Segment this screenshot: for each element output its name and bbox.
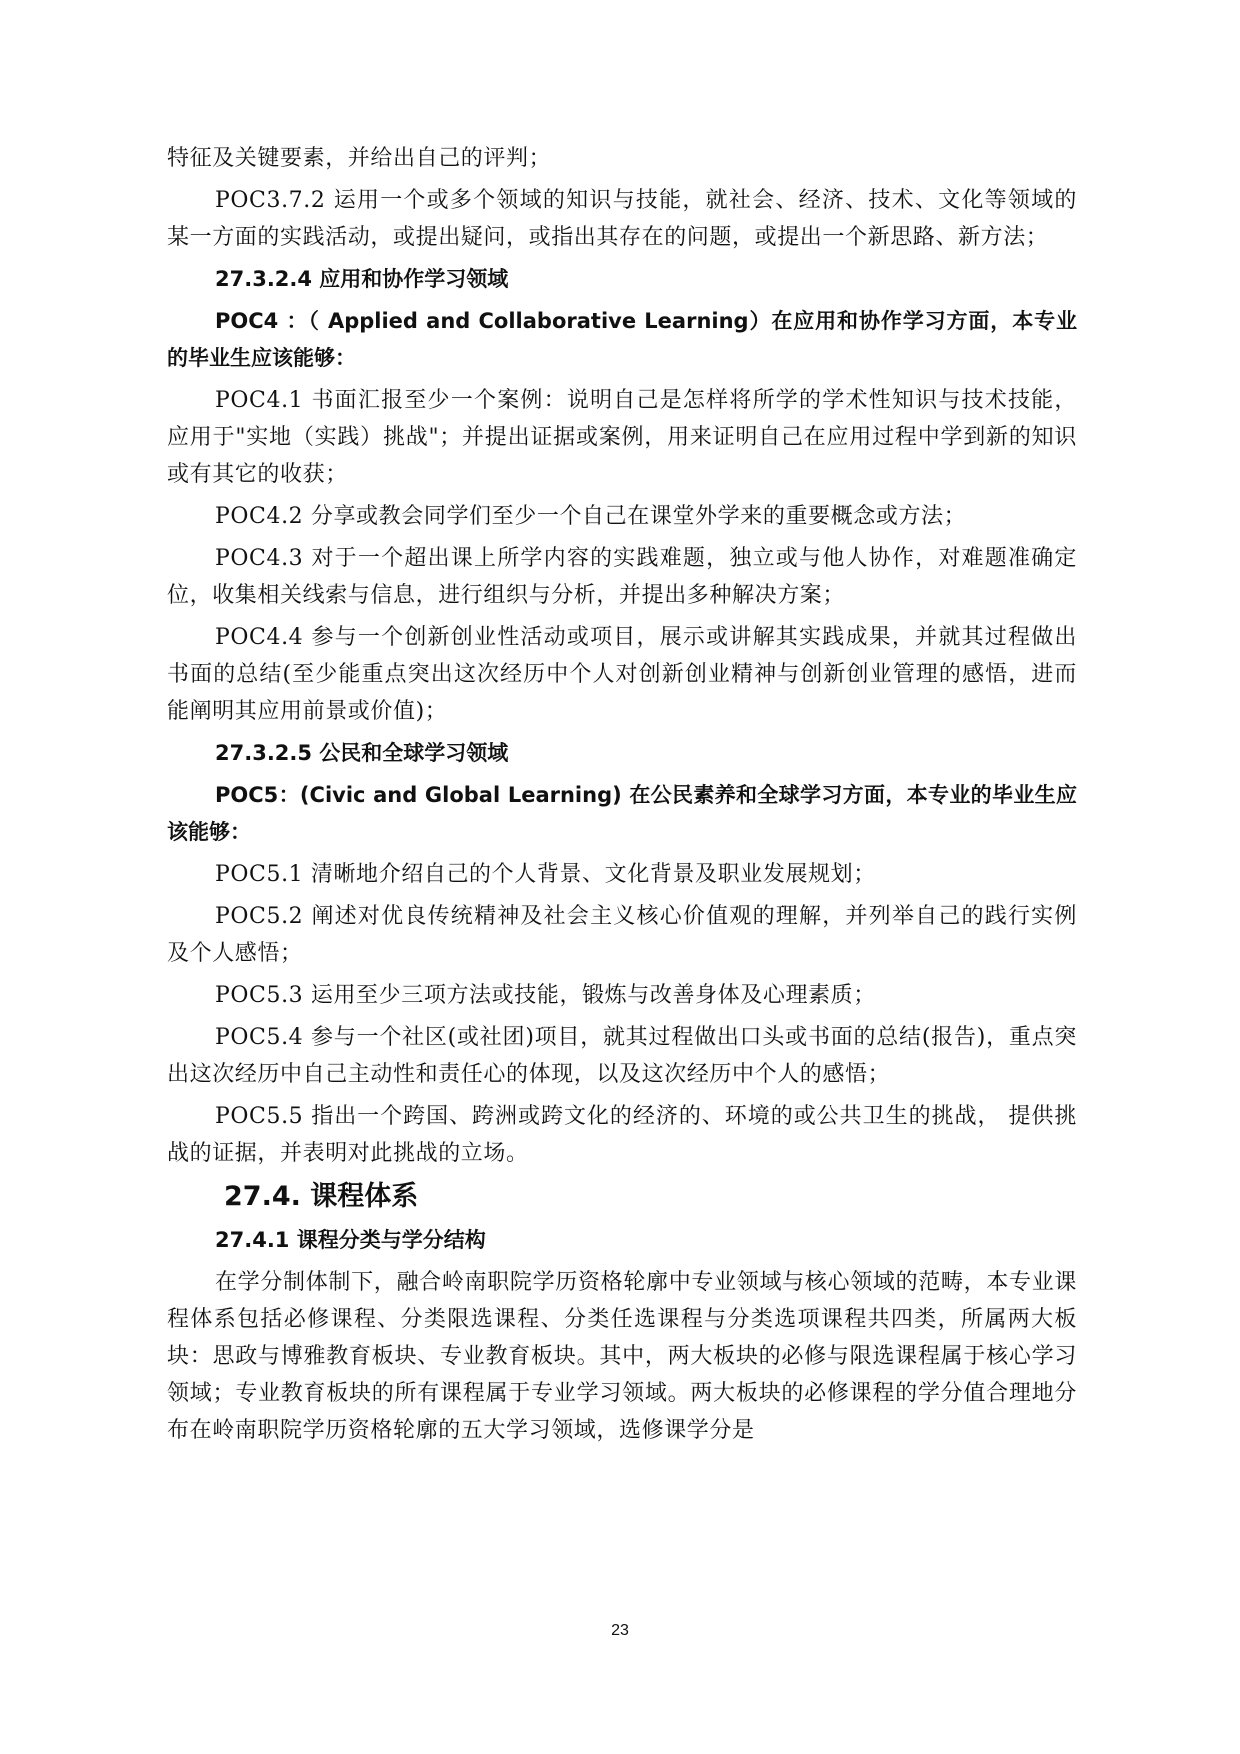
paragraph-poc4-2: POC4.2 分享或教会同学们至少一个自己在课堂外学来的重要概念或方法； xyxy=(215,504,967,529)
paragraph-poc5-3: POC5.3 运用至少三项方法或技能，锻炼与改善身体及心理素质； xyxy=(215,983,876,1008)
paragraph-poc5-5: POC5.5 指出一个跨国、跨洲或跨文化的经济的、环境的或公共卫生的挑战， 提供挑战的证据，并表明对此挑战的立场。 xyxy=(167,1104,1077,1166)
poc5-intro: POC5：(Civic and Global Learning) 在公民素养和全球学习方面，本专业的毕业生应该能够： xyxy=(167,783,1077,844)
paragraph-27-4-1: 在学分制体制下，融合岭南职院学历资格轮廓中专业领域与核心领域的范畴，本专业课程体系包括必修课程、分类限选课程、分类任选课程与分类选项课程共四类，所属两大板块：思政与博雅教育板块、专业教育板块。其中，两大板块的必修与限选课程属于核心学习领域；专业教育板块的所有课程属于专业学习领域。两大板块的必修课程的学分值合理地分布在岭南职院学历资格轮廓的五大学习领域，选修课学分是 xyxy=(167,1270,1077,1443)
paragraph-continued: 特征及关键要素，并给出自己的评判； xyxy=(167,146,552,171)
page-number: 23 xyxy=(611,1622,629,1639)
paragraph-poc5-1: POC5.1 清晰地介绍自己的个人背景、文化背景及职业发展规划； xyxy=(215,862,876,887)
heading-27-4: 27.4. 课程体系 xyxy=(224,1181,419,1212)
heading-27-3-2-5: 27.3.2.5 公民和全球学习领域 xyxy=(215,741,509,765)
document-page xyxy=(167,140,1077,1454)
paragraph-poc4-3: POC4.3 对于一个超出课上所学内容的实践难题，独立或与他人协作，对难题准确定位，收集相关线索与信息，进行组织与分析，并提出多种解决方案； xyxy=(167,546,1077,608)
poc4-intro: POC4 ：（ Applied and Collaborative Learning）在应用和协作学习方面，本专业的毕业生应该能够： xyxy=(167,309,1077,370)
paragraph-poc4-1: POC4.1 书面汇报至少一个案例：说明自己是怎样将所学的学术性知识与技术技能，应用于"实地（实践）挑战"；并提出证据或案例，用来证明自己在应用过程中学到新的知识或有其它的收获； xyxy=(167,388,1077,487)
paragraph-poc3-7-2: POC3.7.2 运用一个或多个领域的知识与技能，就社会、经济、技术、文化等领域的某一方面的实践活动，或提出疑问，或指出其存在的问题，或提出一个新思路、新方法； xyxy=(167,188,1077,250)
heading-27-3-2-4: 27.3.2.4 应用和协作学习领域 xyxy=(215,267,509,291)
paragraph-poc4-4: POC4.4 参与一个创新创业性活动或项目，展示或讲解其实践成果，并就其过程做出书面的总结(至少能重点突出这次经历中个人对创新创业精神与创新创业管理的感悟，进而能阐明其应用前景或价值)； xyxy=(167,625,1077,724)
paragraph-poc5-2: POC5.2 阐述对优良传统精神及社会主义核心价值观的理解，并列举自己的践行实例及个人感悟； xyxy=(167,904,1077,966)
heading-27-4-1: 27.4.1 课程分类与学分结构 xyxy=(215,1228,486,1252)
paragraph-poc5-4: POC5.4 参与一个社区(或社团)项目，就其过程做出口头或书面的总结(报告)，重点突出这次经历中自己主动性和责任心的体现，以及这次经历中个人的感悟； xyxy=(167,1025,1077,1087)
